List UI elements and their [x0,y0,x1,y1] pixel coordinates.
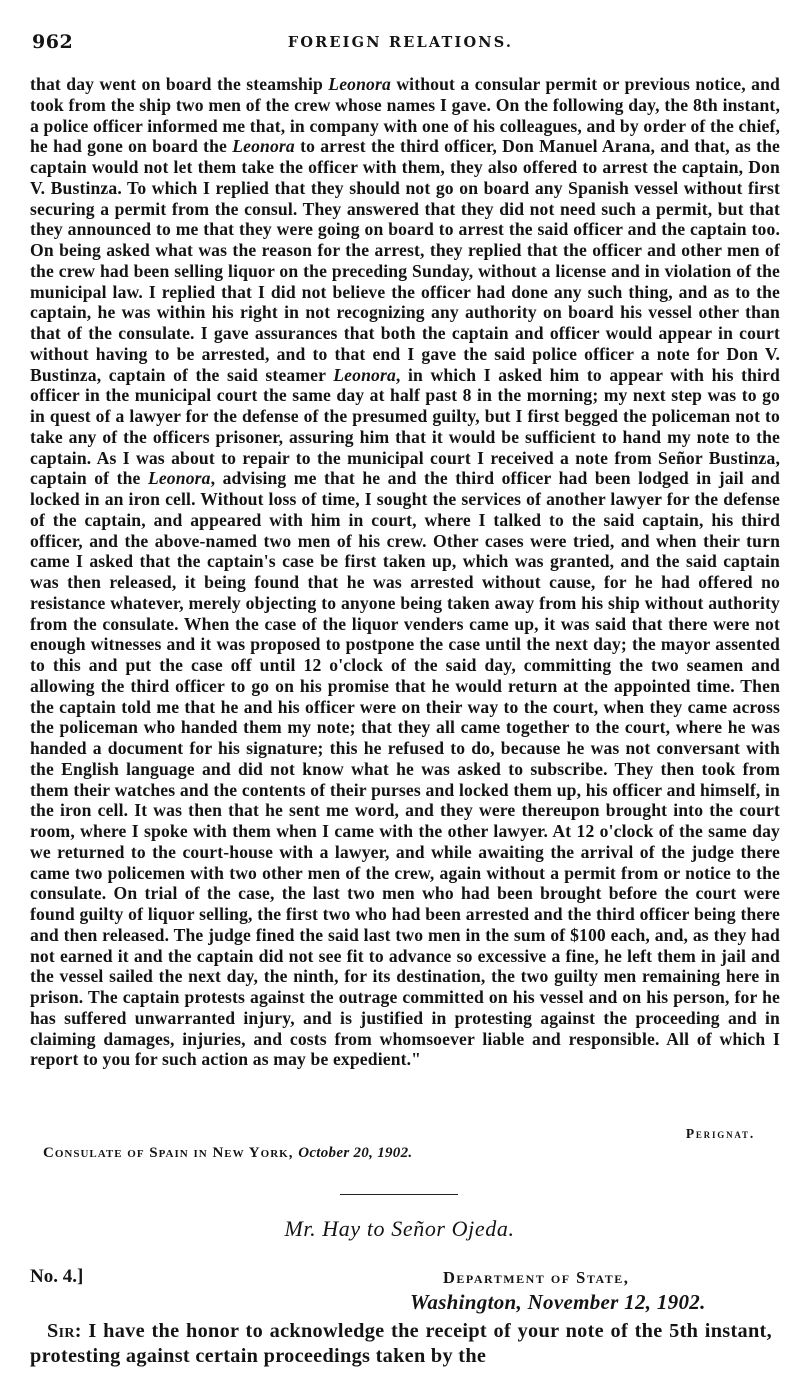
salutation: Sir: [47,1320,82,1342]
body-text-3: to arrest the third officer, Don Manuel Arana, and that, as the captain would not let them take the officer with them, they also offered to arrest the captain, Don V. Bustinza. To which I replied that they should not go on board any Spanish vessel without first securing a permit from the consul. They answered that they did not need such a permit, but that they announced to me that they were going on board to arrest the said officer and the captain too. On being asked what was the reason for the arrest, they replied that the officer and other men of the crew had been selling liquor on the preceding Sunday, without a license and in violation of the municipal law. I replied that I did not believe the officer had done any such thing, and as to the captain, he was within his right in not recognizing any authority on board his vessel other than that of the consulate. I gave assurances that both the captain and officer would appear in court without having to be arrested, and to that end I gave the said police officer a note for Don V. Bustinza, captain of the said steamer [30,136,781,385]
signature: Perignat. [685,1126,755,1141]
running-title: FOREIGN RELATIONS. [287,34,514,51]
opening-paragraph [30,1319,772,1368]
ship-name: Leonora [333,364,396,385]
ship-name: Leonora [232,136,295,157]
body-text-2: without a consular permit or previous notice, and took from the ship two men of the crew whose names I gave. On the following day, the 8th instant, a police officer informed me that, in company with one of his colleagues, and by order of the chief, he had gone on board the [30,74,780,157]
letter-body-paragraph [30,74,780,1070]
dateline-date: October 20, 1902. [298,1145,413,1161]
department-name: Department of State, [443,1268,630,1287]
ship-name: Leonora [328,74,391,94]
dateline-place: Consulate of Spain in New York, [43,1145,294,1161]
body-text-4: , in which I asked him to appear with his third officer in the municipal court the same day at half past 8 in the morning; my next step was to go in quest of a lawyer for the defense of the presumed guilty, but I first begged the policeman not to take any of the officers prisoner, assuring him that it would be sufficient to hand my note to the captain. As I was about to repair to the municipal court I received a note from Señor Bustinza, captain of the [30,364,780,489]
place-and-date: Washington, November 12, 1902. [410,1290,706,1314]
section-divider [340,1194,458,1195]
body-text-5: , advising me that he and the third officer had been lodged in jail and locked in an iron cell. Without loss of time, I sought the services of another lawyer for the defense of the captain, and appeared with him in court, where I talked to the said captain, his third officer, and the above-named two men of his crew. Other cases were tried, and when their turn came I asked that the captain's case be first taken up, which was granted, and the said captain was then released, it being found that he was arrested without cause, for he had offered no resistance whatever, merely objecting to anyone being taken away from his ship without authority from the consulate. When the case of the liquor venders came up, it was said that there were not enough witnesses and it was proposed to postpone the case until the next day; the mayor assented to this and put the case off until 12 o'clock of the said day, committing the two seamen and allowing the third officer to go on his promise that he would return at the appointed time. Then the captain told me that he and his officer were on their way to the court, when they came across the policeman who handed them my note; that they all came together to the court, where he was handed a document for his signature; this he refused to do, because he was not conversant with the English language and did not know what he was asked to subscribe. They then took from them their watches and the contents of their purses and locked them up, his officer and himself, in the iron cell. It was then that he sent me word, and they were thereupon brought into the court room, where I spoke with them when I came with the other lawyer. At 12 o'clock of the same day we returned to the court-house with a lawyer, and while awaiting the arrival of the judge there came two policemen with two other men of the crew, again without a permit from or notice to the consulate. On trial of the case, the last two men who had been brought before the court were found guilty of liquor selling, the first two who had been arrested and the third officer being there and then released. The judge fined the said last two men in the sum of $100 each, and, as they had not earned it and the captain did not see fit to advance so excessive a fine, he left them in jail and the vessel sailed the next day, the ninth, for its destination, the two guilty men remaining here in prison. The captain protests against the outrage committed on his vessel and on his person, for he has suffered unwarranted injury, and is justified in protesting against the proceeding and in claiming damages, injuries, and costs from whomsoever liable and responsible. All of which I report to you for such action as may be expedient." [30,468,780,1070]
opening-text: I have the honor to acknowledge the receipt of your note of the 5th instant, protesting against certain proceedings taken by the [30,1320,772,1367]
letter-heading: Mr. Hay to Señor Ojeda. [284,1216,515,1241]
page-header [32,31,769,57]
ship-name: Leonora [147,468,211,489]
body-text-1: that day went on board the steamship [30,74,329,94]
letter-number: No. 4.] [30,1266,84,1287]
consulate-dateline [43,1145,412,1162]
page-number: 962 [32,31,74,53]
